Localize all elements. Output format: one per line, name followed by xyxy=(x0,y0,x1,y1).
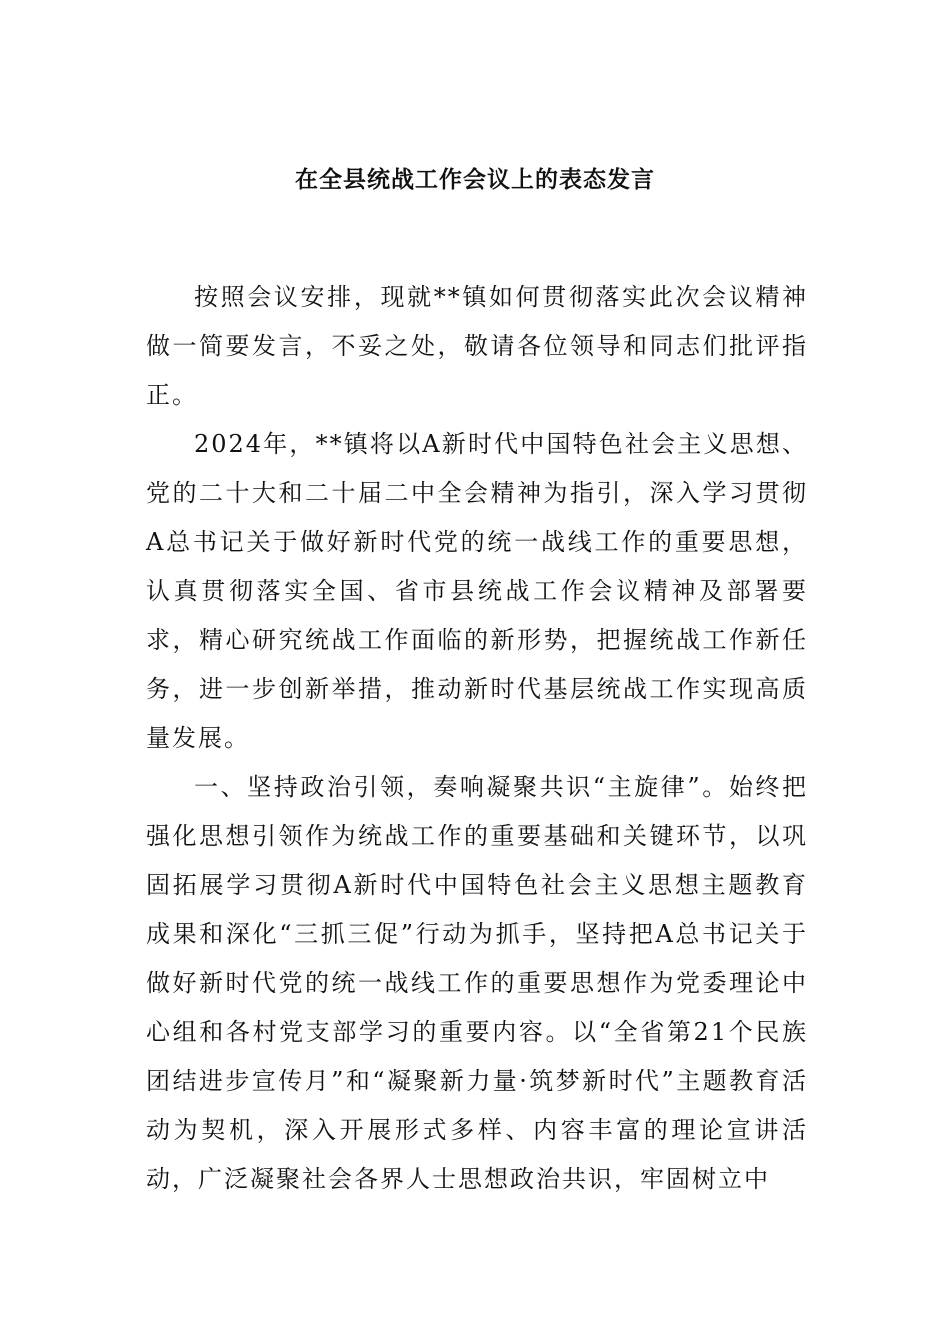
paragraph-intro: 按照会议安排，现就**镇如何贯彻落实此次会议精神做一简要发言，不妥之处，敬请各位领导和同志们批评指正。 xyxy=(146,283,808,409)
document-body xyxy=(146,273,808,1204)
paragraph-section-one: 一、坚持政治引领，奏响凝聚共识“主旋律”。始终把强化思想引领作为统战工作的重要基础和关键环节，以巩固拓展学习贯彻A新时代中国特色社会主义思想主题教育成果和深化“三抓三促”行动为抓手，坚持把A总书记关于做好新时代党的统一战线工作的重要思想作为党委理论中心组和各村党支部学习的重要内容。以“全省第21个民族团结进步宣传月”和“凝聚新力量·筑梦新时代”主题教育活动为契机，深入开展形式多样、内容丰富的理论宣讲活动，广泛凝聚社会各界人士思想政治共识，牢固树立中 xyxy=(146,773,808,1193)
document-title: 在全县统战工作会议上的表态发言 xyxy=(295,166,655,193)
paragraph-overview: 2024年，**镇将以A新时代中国特色社会主义思想、党的二十大和二十届二中全会精神为指引，深入学习贯彻A总书记关于做好新时代党的统一战线工作的重要思想，认真贯彻落实全国、省市县统战工作会议精神及部署要求，精心研究统战工作面临的新形势，把握统战工作新任务，进一步创新举措，推动新时代基层统战工作实现高质量发展。 xyxy=(146,430,808,752)
